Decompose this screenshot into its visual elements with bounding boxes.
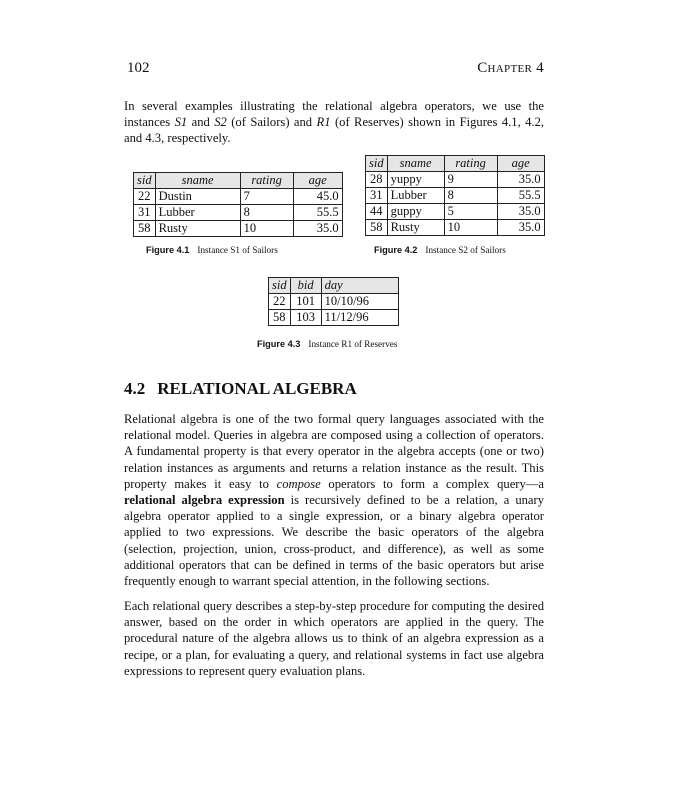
table-cell: 58 (134, 221, 156, 237)
table-header-row (134, 173, 343, 189)
table-s2-sailors (365, 155, 545, 236)
table-cell: 55.5 (497, 188, 544, 204)
table-cell: 31 (366, 188, 388, 204)
running-header-chapter: Chapter 4 (477, 60, 544, 76)
column-header: age (497, 156, 544, 172)
body-paragraph-1: Relational algebra is one of the two formal query languages associated with the relational model. Queries in algebra are composed using a collection of operators. A fundamental property is that every operator in the algebra accepts (one or two) relation instances as arguments and returns a relation instance as the result. This property makes it easy to compose operators to form a complex query—a relational algebra expression is recursively defined to be a relation, a unary algebra operator applied to a single expression, or a binary algebra operator applied to two expressions. We describe the basic operators of the algebra (selection, projection, union, cross-product, and difference), as well as some additional operators that can be defined in terms of the basic operators but arise frequently enough to warrant special attention, in the following sections. (124, 412, 544, 589)
table-cell: 35.0 (497, 172, 544, 188)
column-header: age (293, 173, 342, 189)
table-cell: yuppy (387, 172, 444, 188)
table-cell: 28 (366, 172, 388, 188)
table-cell: 8 (444, 188, 497, 204)
column-header: sid (134, 173, 156, 189)
section-heading (124, 379, 369, 399)
table-cell: Rusty (387, 220, 444, 236)
table-header-row (269, 278, 399, 294)
section-number: 4.2 (124, 379, 146, 398)
table-row (366, 172, 545, 188)
table-cell: 10/10/96 (321, 294, 398, 310)
column-header: rating (240, 173, 293, 189)
column-header: sid (366, 156, 388, 172)
table-cell: 103 (290, 310, 321, 326)
table-cell: 101 (290, 294, 321, 310)
table-cell: 5 (444, 204, 497, 220)
table-cell: 10 (240, 221, 293, 237)
figure-4-2-caption: Figure 4.2 Instance S2 of Sailors (374, 245, 506, 255)
table-cell: 45.0 (293, 189, 342, 205)
intro-paragraph: In several examples illustrating the relational algebra operators, we use the instances S1 and S2 (of Sailors) and R1 (of Reserves) shown in Figures 4.1, 4.2, and 4.3, respectively. (124, 99, 545, 146)
table-cell: 22 (269, 294, 291, 310)
table-cell: guppy (387, 204, 444, 220)
table-cell: 11/12/96 (321, 310, 398, 326)
figure-4-3-caption: Figure 4.3 Instance R1 of Reserves (257, 339, 398, 349)
table-cell: Lubber (387, 188, 444, 204)
section-title: RELATIONAL ALGEBRA (157, 379, 357, 398)
table-cell: Dustin (155, 189, 240, 205)
table-cell: Rusty (155, 221, 240, 237)
table-cell: 31 (134, 205, 156, 221)
table-cell: 44 (366, 204, 388, 220)
table-cell: 35.0 (497, 220, 544, 236)
column-header: sname (155, 173, 240, 189)
column-header: rating (444, 156, 497, 172)
table-row (366, 204, 545, 220)
table-cell: 58 (269, 310, 291, 326)
table-row (366, 220, 545, 236)
table-row (269, 294, 399, 310)
table-cell: 10 (444, 220, 497, 236)
figure-4-1-caption: Figure 4.1 Instance S1 of Sailors (146, 245, 278, 255)
table-cell: 22 (134, 189, 156, 205)
table-cell: 55.5 (293, 205, 342, 221)
table-cell: 58 (366, 220, 388, 236)
page-number: 102 (127, 60, 150, 76)
table-cell: Lubber (155, 205, 240, 221)
table-row (134, 205, 343, 221)
column-header: day (321, 278, 398, 294)
table-row (134, 189, 343, 205)
table-row (269, 310, 399, 326)
column-header: bid (290, 278, 321, 294)
table-header-row (366, 156, 545, 172)
table-s1-sailors (133, 172, 343, 237)
table-cell: 35.0 (497, 204, 544, 220)
table-cell: 8 (240, 205, 293, 221)
table-row (134, 221, 343, 237)
column-header: sid (269, 278, 291, 294)
column-header: sname (387, 156, 444, 172)
table-cell: 35.0 (293, 221, 342, 237)
table-cell: 7 (240, 189, 293, 205)
table-r1-reserves (268, 277, 399, 326)
body-paragraph-2: Each relational query describes a step-by-step procedure for computing the desired answer, based on the order in which operators are applied in the query. The procedural nature of the algebra allows us to think of an algebra expression as a recipe, or a plan, for evaluating a query, and relational systems in fact use algebra expressions to represent query evaluation plans. (124, 599, 544, 678)
table-cell: 9 (444, 172, 497, 188)
table-row (366, 188, 545, 204)
